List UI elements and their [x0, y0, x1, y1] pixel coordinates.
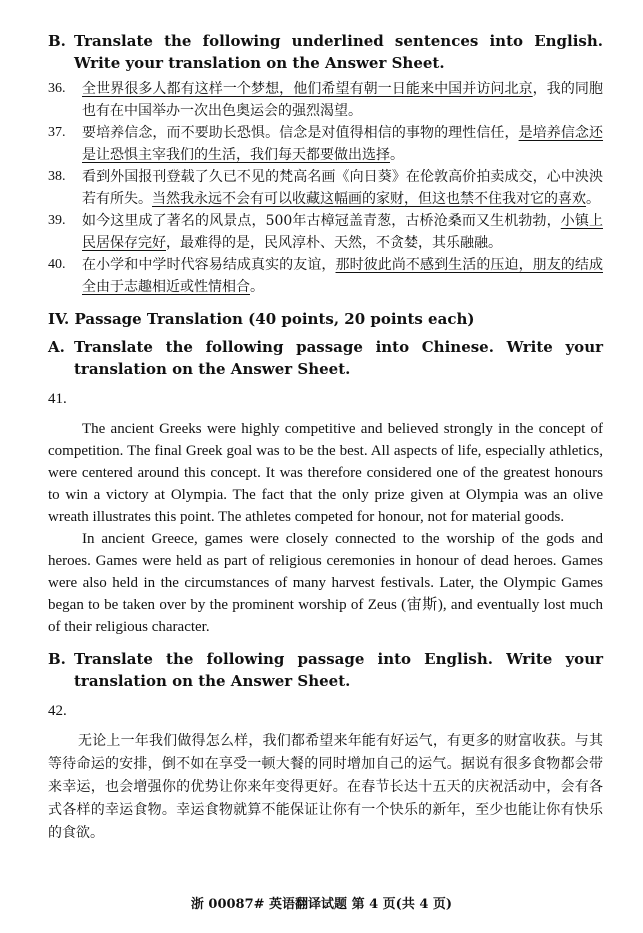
question-item-40: [48, 254, 603, 298]
question-text: 看到外国报刊登载了久已不见的梵高名画《向日葵》在伦敦高价拍卖成交，心中泱泱若有所失。当然我永远不会有可以收藏这幅画的家财，但这也禁不住我对它的喜欢。: [82, 169, 603, 207]
section-letter: B.: [48, 650, 66, 668]
section-instruction: Translate the following underlined sentences into English. Write your translation on the Answer Sheet.: [74, 32, 603, 72]
part-iv-title: IV. Passage Translation (40 points, 20 points each): [48, 310, 475, 328]
question-item-38: [48, 166, 603, 210]
section-b-heading: [48, 30, 603, 74]
question-number: 36.: [48, 81, 66, 96]
question-number-41: 41.: [48, 391, 67, 407]
section-instruction: Translate the following passage into English. Write your translation on the Answer Sheet.: [74, 650, 603, 690]
question-number: 40.: [48, 257, 66, 272]
question-number: 39.: [48, 213, 66, 228]
question-text: 如今这里成了著名的风景点，500年古樟冠盖青葱，古桥沧桑而又生机勃勃，小镇上民居保存完好，最难得的是，民风淳朴、天然，不贪婪，其乐融融。: [82, 213, 603, 251]
underlined-sentence: 全世界很多人都有这样一个梦想，他们希望有朝一日能来中国并访问北京: [82, 81, 533, 97]
underlined-sentence: 小镇上民居保存完好: [82, 213, 603, 251]
section-instruction: Translate the following passage into Chinese. Write your translation on the Answer Sheet.: [74, 338, 603, 378]
question-text: 在小学和中学时代容易结成真实的友谊，那时彼此尚不感到生活的压迫，朋友的结成全由于志趣相近或性情相合。: [82, 257, 603, 295]
section-a-heading: [48, 336, 603, 380]
question-item-36: [48, 78, 603, 122]
underlined-sentence: 那时彼此尚不感到生活的压迫，朋友的结成全由于志趣相近或性情相合: [82, 257, 603, 295]
section-letter: B.: [48, 32, 66, 50]
page-footer: 浙 00087# 英语翻译试题 第 4 页(共 4 页): [190, 897, 453, 912]
underlined-sentence-items: [48, 78, 603, 298]
question-number-42: 42.: [48, 703, 67, 719]
question-number: 37.: [48, 125, 66, 140]
section-letter: A.: [48, 338, 65, 356]
section-b-heading-2: [48, 648, 603, 692]
question-text: 全世界很多人都有这样一个梦想，他们希望有朝一日能来中国并访问北京，我的同胞也有在中国举办一次出色奥运会的强烈渴望。: [82, 81, 604, 119]
question-item-37: [48, 122, 603, 166]
passage-paragraph-2: In ancient Greece, games were closely connected to the worship of the gods and heroes. Games were held as part of religious ceremonies in honour of dead heroes. Games were also held in the circumstances of many harvest festivals. Later, the Olympic Games began to be taken over by the prominent worship of Zeus (宙斯), and eventually lost much of their religious character.: [48, 531, 603, 635]
question-item-39: [48, 210, 603, 254]
question-number: 38.: [48, 169, 66, 184]
question-text: 要培养信念，而不要助长恐惧。信念是对值得相信的事物的理性信任，是培养信念还是让恐惧主宰我们的生活，我们每天都要做出选择。: [82, 125, 604, 163]
passage-paragraph-1: The ancient Greeks were highly competitive and believed strongly in the concept of competition. The final Greek goal was to be the best. All aspects of life, especially athletics, were centered around this concept. It was therefore considered one of the greatest honours to win a victory at Olympia. The fact that the only prize given at Olympia was an olive wreath illustrates this point. The athletes competed for honour, not for material goods.: [48, 421, 603, 525]
chinese-passage: 无论上一年我们做得怎么样，我们都希望来年能有好运气，有更多的财富收获。与其等待命运的安排，倒不如在享受一顿大餐的同时增加自己的运气。据说有很多食物都会带来幸运，也会增强你的优势让你来年变得更好。在春节长达十五天的庆祝活动中，会有各式各样的幸运食物。幸运食物就算不能保证让你有一个快乐的新年，至少也能让你有快乐的食欲。: [48, 733, 603, 841]
underlined-sentence: 当然我永远不会有可以收藏这幅画的家财，但这也禁不住我对它的喜欢: [152, 191, 586, 207]
underlined-sentence: 是培养信念还是让恐惧主宰我们的生活，我们每天都要做出选择: [82, 125, 604, 163]
